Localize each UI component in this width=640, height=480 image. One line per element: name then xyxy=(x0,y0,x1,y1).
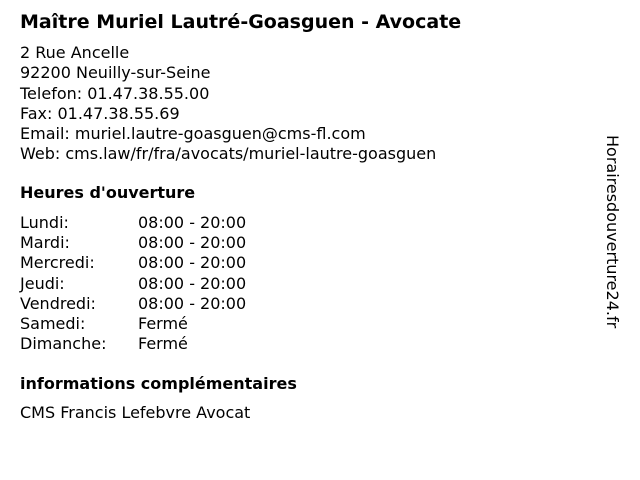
hours-row-dimanche xyxy=(20,334,246,354)
hours-time: Fermé xyxy=(138,314,188,334)
hours-day: Dimanche: xyxy=(20,334,107,354)
hours-time: 08:00 - 20:00 xyxy=(138,293,247,313)
hours-heading: Heures d'ouverture xyxy=(20,183,196,202)
extra-info-heading: informations complémentaires xyxy=(20,374,297,393)
opening-hours-table xyxy=(20,213,246,354)
hours-day: Mardi: xyxy=(20,233,70,253)
address-street: 2 Rue Ancelle xyxy=(20,43,130,62)
hours-time: 08:00 - 20:00 xyxy=(138,213,247,232)
hours-time: 08:00 - 20:00 xyxy=(138,273,247,293)
side-watermark: Horairesdouverture24.fr xyxy=(603,135,622,329)
hours-day: Mercredi: xyxy=(20,253,95,273)
hours-time: 08:00 - 20:00 xyxy=(138,253,247,273)
email-line: Email: muriel.lautre-goasguen@cms-fl.com xyxy=(20,124,366,144)
hours-row-lundi xyxy=(20,213,246,233)
hours-row-jeudi xyxy=(20,274,246,294)
hours-day: Vendredi: xyxy=(20,293,96,313)
hours-row-mercredi xyxy=(20,253,246,273)
hours-day: Samedi: xyxy=(20,314,86,334)
hours-time: Fermé xyxy=(138,334,188,354)
hours-row-vendredi xyxy=(20,294,246,314)
phone-line: Telefon: 01.47.38.55.00 xyxy=(20,83,210,103)
hours-day: Lundi: xyxy=(20,213,69,232)
hours-day: Jeudi: xyxy=(20,273,65,293)
web-line: Web: cms.law/fr/fra/avocats/muriel-lautre-goasguen xyxy=(20,144,437,164)
extra-info-text: CMS Francis Lefebvre Avocat xyxy=(20,403,251,422)
page-title: Maître Muriel Lautré-Goasguen - Avocate xyxy=(20,11,462,33)
hours-row-mardi xyxy=(20,233,246,253)
address-city: 92200 Neuilly-sur-Seine xyxy=(20,63,211,83)
hours-row-samedi xyxy=(20,314,246,334)
contact-block xyxy=(20,43,436,165)
hours-time: 08:00 - 20:00 xyxy=(138,233,247,253)
fax-line: Fax: 01.47.38.55.69 xyxy=(20,103,180,123)
